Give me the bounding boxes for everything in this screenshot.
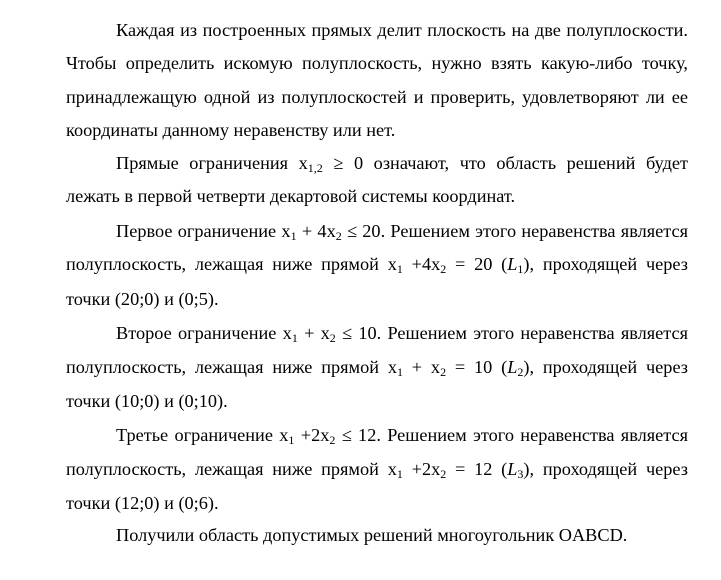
paragraph-5-line-3: точки (12;0) и (0;6). — [66, 493, 219, 513]
paragraph-5-line-1: Третье ограничение $x_1 +2x_2 \le 12$. Решением этого неравенства является — [116, 425, 688, 447]
paragraph-3-line-3: точки (20;0) и (0;5). — [66, 289, 219, 309]
paragraph-1-line-1: Каждая из построенных прямых делит плоскость на две полуплоскости. — [116, 20, 688, 40]
paragraph-4-line-1: Второе ограничение $x_1 + x_2 \le 10$. Решением этого неравенства является — [116, 323, 688, 345]
paragraph-4-line-2: полуплоскость, лежащая ниже прямой $x_1 + x_2 = 10$ $(L_2)$, проходящей через — [66, 357, 688, 379]
paragraph-6-line-1: Получили область допустимых решений многоугольник OABCD. — [116, 525, 628, 545]
paragraph-5-line-2: полуплоскость, лежащая ниже прямой $x_1 +2x_2 = 12$ $(L_3)$, проходящей через — [66, 459, 688, 481]
paragraph-1-line-3: принадлежащую одной из полуплоскостей и проверить, удовлетворяют ли ее — [66, 87, 688, 107]
paragraph-1-line-4: координаты данному неравенству или нет. — [66, 120, 396, 140]
paragraph-2-line-1: Прямые ограничения $x_{1,2} \ge 0$ означают, что область решений будет — [116, 153, 688, 175]
paragraph-4-line-3: точки (10;0) и (0;10). — [66, 391, 228, 411]
paragraph-1-line-2: Чтобы определить искомую полуплоскость, нужно взять какую-либо точку, — [66, 53, 688, 73]
paragraph-3-line-2: полуплоскость, лежащая ниже прямой $x_1 +4x_2 = 20$ $(L_1)$, проходящей через — [66, 254, 688, 276]
paragraph-3-line-1: Первое ограничение $x_1 + 4x_2 \le 20$. Решением этого неравенства является — [116, 221, 688, 243]
paragraph-2-line-2: лежать в первой четверти декартовой системы координат. — [66, 186, 516, 206]
